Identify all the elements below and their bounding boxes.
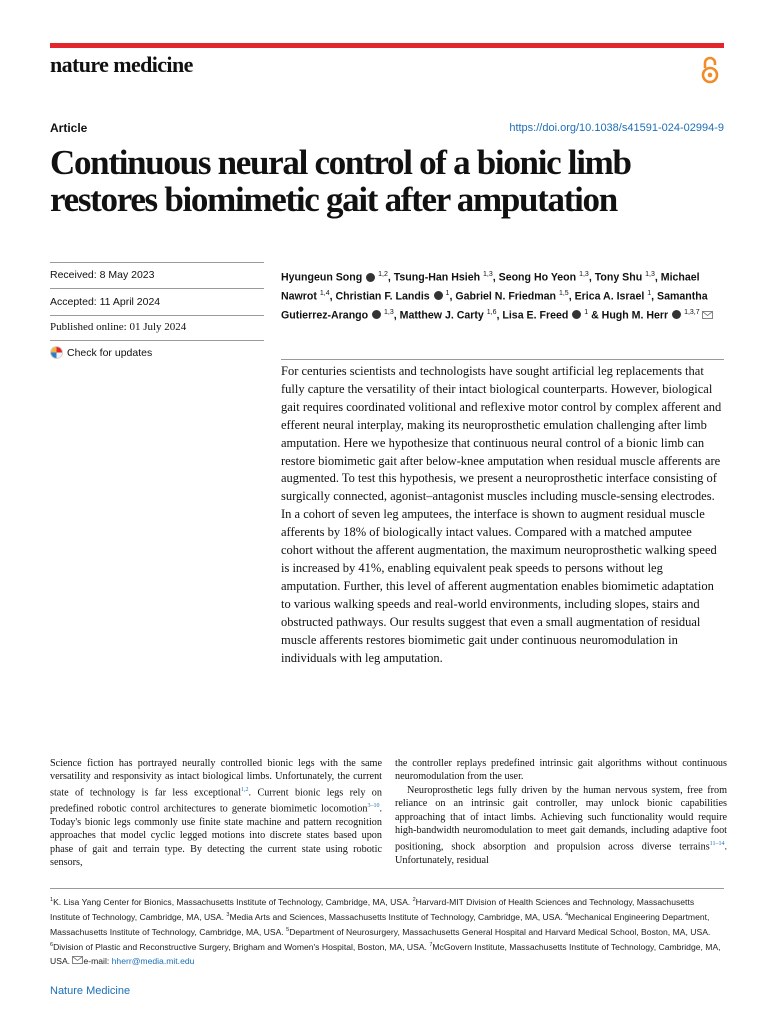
abstract: For centuries scientists and technologists have sought artificial leg replacements that fully capture the versatility of their intact biological counterparts. However, biological gait requires coordinated volitional and reflexive motor control by complex afferent and efferent neural interplay, making its neuroprosthetic emulation challenging after limb amputation. Here we hypothesize that continuous neural control of a bionic limb can restore biomimetic gait after below-knee amputation when residual muscle afferents are augmented. To test this hypothesis, we present a neuroprosthetic interface consisting of surgically connected, agonist–antagonist muscles including muscle-sensing electrodes. In a cohort of seven leg amputees, the interface is shown to augment residual muscle afferents by 18% of biologically intact values. Compared with a matched amputee cohort without the afferent augmentation, the maximum neuroprosthetic walking speed is increased by 41%, enabling equivalent peak speeds to persons without leg amputation. Further, this level of afferent augmentation enables biomimetic adaptation to various walking speeds and real-world environments, including slopes, stairs and obstructed pathways. Our results suggest that even a small augmentation of residual muscle afferents restores biomimetic gait under continuous neuromodulation in individuals with leg amputation. (281, 364, 722, 665)
affiliation-ref: 1 (443, 289, 450, 297)
affiliation-number: 1 (50, 897, 54, 903)
meta-divider (50, 340, 264, 341)
received-date: Received: 8 May 2023 (50, 269, 155, 281)
check-updates-icon (50, 346, 63, 359)
author-name[interactable]: Lisa E. Freed (502, 309, 572, 322)
affiliation-ref: 1,2 (376, 271, 388, 278)
affiliation-ref: 1,3 (645, 271, 655, 278)
affiliation-text: Division of Plastic and Reconstructive Surgery, Brigham and Women's Hospital, Boston, MA, USA. (53, 942, 430, 953)
affiliation-text: Media Arts and Sciences, Massachusetts Institute of Technology, Cambridge, MA, USA. (229, 912, 565, 923)
author-name[interactable]: Seong Ho Yeon (498, 271, 580, 284)
affiliation-ref: 1,3 (483, 271, 493, 278)
body-column-left (50, 757, 382, 869)
body-column-right (395, 757, 727, 867)
author-name[interactable]: Gabriel N. Friedman (455, 290, 559, 303)
accepted-date: Accepted: 11 April 2024 (50, 296, 161, 308)
citation-ref[interactable]: 11–14 (709, 840, 725, 847)
affiliation-ref: 1,3,7 (682, 308, 700, 316)
email-label: e-mail: (83, 955, 112, 966)
affiliation-ref: 1 (647, 289, 652, 297)
affiliation-ref: 1,3 (579, 271, 589, 278)
affiliation-number: 3 (226, 912, 230, 919)
article-type-label: Article (50, 121, 88, 135)
affiliation-number: 6 (50, 942, 54, 949)
orcid-icon[interactable] (672, 310, 681, 319)
affiliations (50, 894, 724, 968)
check-updates-button[interactable] (50, 346, 264, 359)
citation-ref[interactable]: 1,2 (241, 786, 249, 793)
affiliation-number: 5 (286, 927, 290, 934)
mail-icon[interactable] (702, 311, 713, 319)
doi-link[interactable]: https://doi.org/10.1038/s41591-024-02994-9 (509, 122, 724, 134)
affiliation-number: 4 (564, 912, 569, 919)
affiliation-ref: 1 (582, 308, 589, 316)
check-updates-label: Check for updates (67, 346, 153, 359)
affiliation-number: 7 (429, 942, 433, 949)
body-paragraph: Neuroprosthetic legs fully driven by the human nervous system, free from reliance on an intrinsic gait controller, may unlock bionic capabilities approaching that of intact limbs. Achieving such functionality would require high-bandwidth neuromodulation to meet gait demands, including adaptive foot positioning, shock absorption and propulsion across diverse terrains$^{11-14}$. Unfortunately, residual (395, 784, 727, 866)
journal-name: nature medicine (50, 52, 193, 77)
body-paragraph: the controller replays predefined intrinsic gait algorithms without continuous neuromodulation from the user. (395, 758, 727, 783)
author-name[interactable]: Michael Nawrot (281, 271, 700, 303)
meta-divider (50, 262, 264, 263)
header-accent-bar (50, 43, 724, 48)
affiliation-text: K. Lisa Yang Center for Bionics, Massachusetts Institute of Technology, Cambridge, MA, USA. (53, 896, 413, 907)
affiliation-ref: 1,5 (558, 289, 569, 297)
mail-icon (72, 956, 83, 964)
footer-journal: Nature Medicine (50, 985, 131, 997)
body-paragraph: Science fiction has portrayed neurally controlled bionic legs with the same versatility and responsivity as intact biological limbs. Unfortunately, the current state of technology is far less exceptional$^{1,2}$. Current bionic legs rely on predefined robotic control architectures to generate biomimetic locomotion$^{3-10}$. Today's bionic legs commonly use finite state machine and pattern recognition approaches that model cyclic legged motions into discrete states based upon phase of gait and terrain type. By detecting the current state using robotic sensors, (50, 758, 382, 868)
email-link[interactable]: hherr@media.mit.edu (111, 955, 195, 966)
affiliation-ref: 1,6 (486, 308, 497, 316)
affiliation-number: 2 (412, 897, 416, 903)
author-name[interactable]: Hugh M. Herr (601, 309, 672, 322)
author-name[interactable]: Samantha Gutierrez-Arango (281, 290, 708, 322)
affiliation-ref: 1,3 (382, 308, 394, 316)
orcid-icon[interactable] (366, 273, 375, 282)
meta-divider (50, 315, 264, 316)
published-date: Published online: 01 July 2024 (50, 321, 187, 333)
author-list: Hyungeun Song $^{1,2}$, Tsung-Han Hsieh $^{1,3}$, Seong Ho Yeon $^{1,3}$, Tony Shu $^{1,3}$, Michael Nawrot $^{1,4}$, Christian F. Landis $^1$, Gabriel N. Friedman $^{1,5}$, Erica A. Israel $^1$, Samantha Gutierrez-Arango $^{1,3}$, Matthew J. Carty $^{1,6}$, Lisa E. Freed $^1$ & Hugh M. Herr $^{1,3,7}$ (281, 267, 731, 323)
citation-ref[interactable]: 3–10 (367, 802, 380, 809)
affiliation-text: Mechanical Engineering Department, Massachusetts Institute of Technology, Cambridge, MA, USA. (50, 912, 710, 938)
orcid-icon[interactable] (372, 310, 381, 319)
author-name[interactable]: Christian F. Landis (335, 290, 433, 303)
orcid-icon[interactable] (434, 291, 443, 300)
orcid-icon[interactable] (572, 310, 581, 319)
footnote-divider (50, 888, 724, 889)
author-name[interactable]: Hyungeun Song (281, 271, 366, 284)
article-title: Continuous neural control of a bionic limb restores biomimetic gait after amputation (50, 143, 631, 219)
author-name[interactable]: Tsung-Han Hsieh (393, 271, 483, 284)
open-access-icon (700, 55, 720, 85)
abstract-divider (281, 359, 724, 360)
affiliation-text: Harvard-MIT Division of Health Sciences and Technology, Massachusetts Institute of Technology, Cambridge, MA, USA. (50, 896, 695, 923)
affiliation-text: McGovern Institute, Massachusetts Institute of Technology, Cambridge, MA, USA. (50, 942, 721, 966)
author-name[interactable]: Matthew J. Carty (399, 309, 487, 322)
author-name[interactable]: Erica A. Israel (574, 290, 648, 303)
meta-divider (50, 288, 264, 289)
affiliation-text: Department of Neurosurgery, Massachusetts General Hospital and Harvard Medical School, Boston, MA, USA. (289, 927, 711, 938)
affiliation-ref: 1,4 (319, 289, 330, 297)
author-name[interactable]: Tony Shu (594, 271, 646, 284)
